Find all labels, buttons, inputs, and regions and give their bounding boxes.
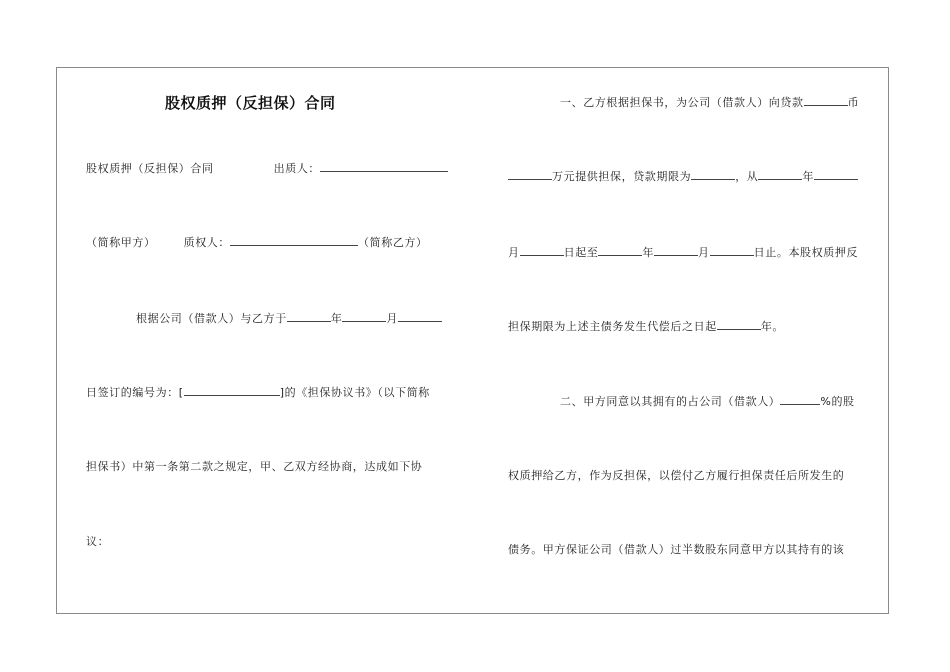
right-line-3-c: 年: [642, 246, 655, 259]
right-line-3-d: 月: [698, 246, 710, 259]
agreement-number-blank[interactable]: [184, 384, 280, 396]
end-day-blank[interactable]: [710, 244, 754, 256]
left-line-6: 议：: [86, 535, 110, 548]
left-line-4: [86, 384, 430, 400]
right-line-1-a: 一、乙方根据担保书，为公司（借款人）向贷款: [560, 96, 804, 109]
right-line-2-b: ，从: [735, 170, 759, 183]
page-frame: [56, 67, 889, 614]
loan-amount-blank[interactable]: [508, 168, 552, 180]
loan-term-blank[interactable]: [691, 168, 735, 180]
left-line-4-b: ]的《担保协议书》（以下简称: [279, 386, 430, 399]
loan-currency-blank[interactable]: [804, 94, 848, 106]
right-line-6: 权质押给乙方，作为反担保，以偿付乙方履行担保责任后所发生的: [508, 469, 845, 482]
left-line-5: 担保书）中第一条第二款之规定，甲、乙双方经协商，达成如下协: [86, 460, 423, 473]
right-line-3: [508, 244, 858, 260]
right-line-5-b: %的股: [820, 395, 855, 408]
right-line-4-a: 担保期限为上述主债务发生代偿后之日起: [508, 320, 717, 333]
left-line-3-b: 年: [330, 312, 343, 325]
left-line-1: [86, 160, 448, 176]
end-year-blank[interactable]: [598, 244, 642, 256]
start-day-blank[interactable]: [520, 244, 564, 256]
right-line-4-b: 年。: [760, 320, 785, 333]
pledgee-blank[interactable]: [230, 234, 358, 246]
right-line-2: [508, 168, 858, 184]
right-line-2-c: 年: [802, 170, 815, 183]
start-year-blank[interactable]: [758, 168, 802, 180]
right-line-3-b: 日起至: [563, 246, 599, 259]
right-line-1-b: 币: [847, 96, 860, 109]
equity-percent-blank[interactable]: [780, 393, 820, 405]
guarantee-years-blank[interactable]: [717, 318, 761, 330]
sign-year-blank[interactable]: [287, 310, 331, 322]
left-line-2: [86, 234, 428, 250]
right-line-1: [560, 94, 859, 110]
end-month-blank[interactable]: [654, 244, 698, 256]
right-line-3-a: 月: [508, 246, 520, 259]
right-line-5-a: 二、甲方同意以其拥有的占公司（借款人）: [560, 395, 781, 408]
left-line-3-c: 月: [386, 312, 399, 325]
left-line-2-b: 质权人：: [183, 236, 231, 249]
left-line-3-a: 根据公司（借款人）与乙方于: [136, 312, 287, 325]
left-line-4-a: 日签订的编号为：[: [86, 386, 184, 399]
contract-title: 股权质押（反担保）合同: [165, 94, 336, 112]
sign-month-blank[interactable]: [342, 310, 386, 322]
left-line-1-a: 股权质押（反担保）合同: [86, 162, 214, 175]
right-line-7: 债务。甲方保证公司（借款人）过半数股东同意甲方以其持有的该: [508, 543, 845, 556]
right-line-3-e: 日止。本股权质押反: [753, 246, 859, 259]
right-line-4: [508, 318, 784, 334]
start-month-blank[interactable]: [814, 168, 858, 180]
left-line-3: [136, 310, 442, 326]
sign-day-blank[interactable]: [398, 310, 442, 322]
pledgor-blank[interactable]: [320, 160, 448, 172]
left-line-2-a: （简称甲方）: [86, 236, 156, 249]
left-line-1-b: 出质人：: [273, 162, 321, 175]
right-line-5: [560, 393, 855, 409]
right-line-2-a: 万元提供担保，贷款期限为: [552, 170, 692, 183]
left-line-2-c: （简称乙方）: [358, 236, 428, 249]
